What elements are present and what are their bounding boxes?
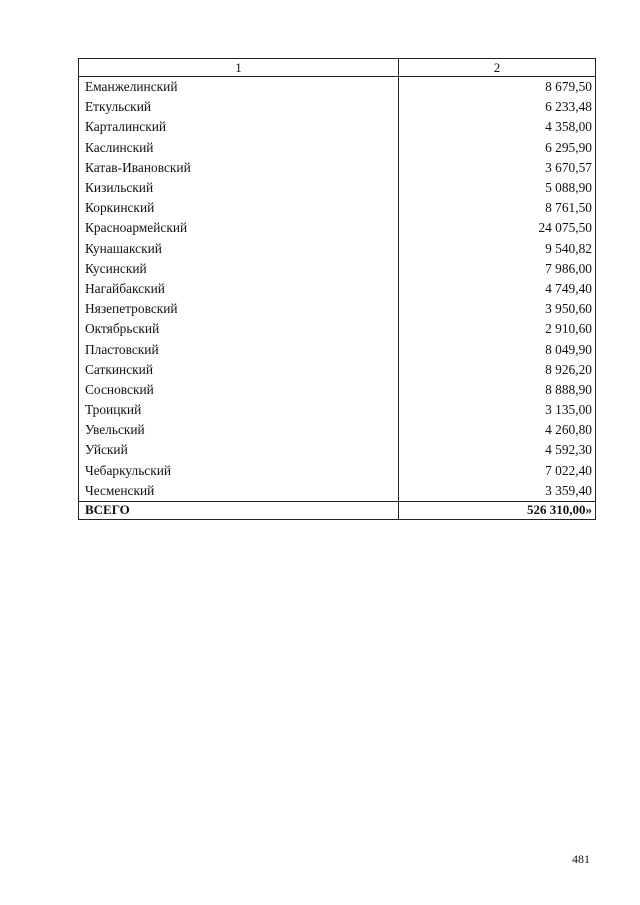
district-value: 8 049,90 bbox=[545, 341, 592, 357]
table-row bbox=[79, 218, 595, 238]
district-name: Кунашакский bbox=[79, 239, 399, 259]
district-name: Нагайбакский bbox=[79, 279, 399, 299]
table-row bbox=[79, 400, 595, 420]
district-name: Уйский bbox=[79, 440, 399, 460]
district-name: Каслинский bbox=[79, 138, 399, 158]
district-value: 5 088,90 bbox=[545, 180, 592, 196]
table-total-row bbox=[79, 501, 595, 519]
district-name: Еманжелинский bbox=[79, 77, 399, 97]
district-value: 6 295,90 bbox=[545, 139, 592, 155]
district-value: 8 888,90 bbox=[545, 381, 592, 397]
table-row bbox=[79, 319, 595, 339]
table-row bbox=[79, 420, 595, 440]
district-value: 4 749,40 bbox=[545, 280, 592, 296]
table-row bbox=[79, 117, 595, 137]
table-row bbox=[79, 158, 595, 178]
district-name: Кусинский bbox=[79, 259, 399, 279]
table-row bbox=[79, 77, 595, 97]
district-name: Саткинский bbox=[79, 360, 399, 380]
page-number: 481 bbox=[572, 852, 590, 866]
district-name: Чебаркульский bbox=[79, 461, 399, 481]
district-name: Октябрьский bbox=[79, 319, 399, 339]
district-value: 3 950,60 bbox=[545, 301, 592, 317]
district-name: Пластовский bbox=[79, 339, 399, 359]
table-row bbox=[79, 360, 595, 380]
total-label: ВСЕГО bbox=[79, 502, 399, 519]
district-name: Катав-Ивановский bbox=[79, 158, 399, 178]
table-row bbox=[79, 279, 595, 299]
table-row bbox=[79, 178, 595, 198]
district-value: 2 910,60 bbox=[545, 321, 592, 337]
total-value: 526 310,00» bbox=[527, 502, 592, 518]
table-row bbox=[79, 299, 595, 319]
table-row bbox=[79, 198, 595, 218]
district-value: 3 670,57 bbox=[545, 159, 592, 175]
table-row bbox=[79, 259, 595, 279]
district-value: 6 233,48 bbox=[545, 99, 592, 115]
district-value: 4 260,80 bbox=[545, 422, 592, 438]
data-table bbox=[78, 58, 596, 520]
district-value: 8 679,50 bbox=[545, 79, 592, 95]
table-row bbox=[79, 440, 595, 460]
district-value: 4 592,30 bbox=[545, 442, 592, 458]
district-name: Карталинский bbox=[79, 117, 399, 137]
district-name: Увельский bbox=[79, 420, 399, 440]
table-row bbox=[79, 380, 595, 400]
district-value: 8 761,50 bbox=[545, 200, 592, 216]
district-value: 3 135,00 bbox=[545, 402, 592, 418]
table-header-row bbox=[79, 59, 595, 77]
header-col-2: 2 bbox=[493, 59, 501, 75]
table-row bbox=[79, 97, 595, 117]
district-value: 7 986,00 bbox=[545, 260, 592, 276]
district-name: Кизильский bbox=[79, 178, 399, 198]
district-name: Еткульский bbox=[79, 97, 399, 117]
district-name: Троицкий bbox=[79, 400, 399, 420]
table-row bbox=[79, 138, 595, 158]
district-value: 3 359,40 bbox=[545, 482, 592, 498]
district-name: Чесменский bbox=[79, 481, 399, 501]
district-value: 4 358,00 bbox=[545, 119, 592, 135]
district-name: Коркинский bbox=[79, 198, 399, 218]
district-value: 24 075,50 bbox=[538, 220, 592, 236]
table-row bbox=[79, 481, 595, 501]
header-col-1: 1 bbox=[79, 59, 399, 76]
district-value: 8 926,20 bbox=[545, 361, 592, 377]
table-row bbox=[79, 339, 595, 359]
table-body bbox=[79, 77, 595, 501]
table-row bbox=[79, 239, 595, 259]
district-name: Нязепетровский bbox=[79, 299, 399, 319]
district-value: 9 540,82 bbox=[545, 240, 592, 256]
district-name: Красноармейский bbox=[79, 218, 399, 238]
district-name: Сосновский bbox=[79, 380, 399, 400]
district-value: 7 022,40 bbox=[545, 462, 592, 478]
table-row bbox=[79, 461, 595, 481]
